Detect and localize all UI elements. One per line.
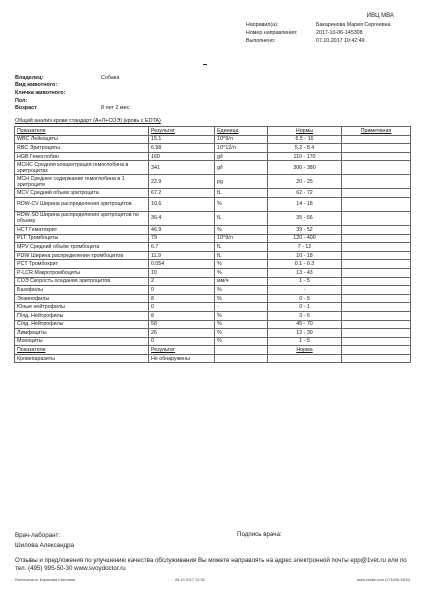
cell-norm: 13 - 43 [268,268,342,277]
print-date: 09.10.2017 12:38 [175,578,205,582]
cell-note [342,175,411,189]
cell-parameter: PCT Тромбокрит [15,260,149,269]
extra-header-row [15,346,411,355]
cell-result: 0 [149,337,215,346]
extra-header-notes [342,346,411,355]
software-credit: www.vetals.com (171006-1500) [356,578,410,582]
cell-norm: 300 - 380 [268,161,342,175]
cell-parameter: MPV Средний объём тромбоцита [15,243,149,252]
cell-note [342,329,411,338]
signature-label: Подпись врача: [237,531,282,538]
referrer-label: Направил(а): [246,22,279,28]
referral-number-row [246,30,394,36]
cell-note [342,337,411,346]
cell-norm: 6.5 - 16 [268,135,342,144]
lab-doctor [15,531,74,550]
cell-unit: % [215,329,268,338]
table-row [15,152,411,161]
cell-note [342,277,411,286]
results-body [15,135,411,346]
cell-note [342,260,411,269]
cell-unit: fL [215,189,268,198]
cell-parameter: RDW-CV Ширина распределения эритроцитов [15,197,149,211]
column-header-result: Результат [149,127,215,136]
cell-note [342,354,411,363]
cell-norm: 62 - 72 [268,189,342,198]
completed-label: Выполнено: [246,38,276,44]
pet-name-row [15,89,129,97]
extra-header-unit [215,346,268,355]
species-row [15,82,129,90]
cell-norm: 120 - 400 [268,234,342,243]
cell-note [342,234,411,243]
table-row [15,260,411,269]
table-row [15,268,411,277]
table-row [15,144,411,153]
results-header-row [15,127,411,136]
cell-parameter: С/яд. Нейтрофилы [15,320,149,329]
cell-unit: % [215,260,268,269]
cell-parameter: HCT Гематокрит [15,225,149,234]
cell-note [342,268,411,277]
cell-norm: 35 - 56 [268,211,342,225]
cell-parameter: MCHC Средняя концентрация гемоглобина в эритроцитах [15,161,149,175]
feedback-text: Отзывы и предложения по улучшению качества обслуживания Вы можете направлять на адрес электронной почты epp@1vet.ru или по тел. (495) 995-50-30 www.svoydoctor.ru [15,557,407,573]
cell-unit: % [215,197,268,211]
cell-unit: % [215,337,268,346]
table-row [15,337,411,346]
cell-unit: fL [215,243,268,252]
cell-result: 15.1 [149,135,215,144]
table-row [15,303,411,312]
table-row [15,277,411,286]
cell-parameter: П/яд. Нейтрофилы [15,311,149,320]
cell-note [342,320,411,329]
separator-mark [203,64,207,65]
cell-parameter: MCV Средний объем эритроцита [15,189,149,198]
cell-norm: 3 - 6 [268,311,342,320]
cell-note [342,286,411,295]
cell-unit: % [215,294,268,303]
table-row [15,286,411,295]
cell-unit [215,354,268,363]
table-row [15,135,411,144]
cell-note [342,197,411,211]
cell-unit: - [215,303,268,312]
cell-result: 67.2 [149,189,215,198]
cell-note [342,135,411,144]
cell-result: 160 [149,152,215,161]
cell-result: 10.6 [149,197,215,211]
cell-note [342,161,411,175]
cell-norm: 45 - 70 [268,320,342,329]
cell-result: 6.7 [149,243,215,252]
cell-result: 46.9 [149,225,215,234]
cell-note [342,144,411,153]
cell-norm: 0.1 - 0.3 [268,260,342,269]
table-row [15,161,411,175]
printed-by: Распечатала: Бирюкова Светлана [15,578,76,582]
table-row [15,225,411,234]
cell-parameter: СОЭ Скорость оседания эритроцитов [15,277,149,286]
cell-note [342,225,411,234]
column-header-parameter: Показатели [15,127,149,136]
cell-result: 2 [149,277,215,286]
table-row [15,189,411,198]
table-row [15,175,411,189]
cell-norm: 12 - 30 [268,329,342,338]
cell-norm: 0 - 5 [268,294,342,303]
cell-unit: % [215,286,268,295]
cell-result: 0 [149,303,215,312]
cell-parameter: P-LCR Макротромбоциты [15,268,149,277]
column-header-unit: Единица [215,127,268,136]
cell-parameter: Моноциты [15,337,149,346]
age-label: Возраст [15,105,37,112]
cell-parameter: MCH Среднее содержание гемоглобина в 1 эритроците [15,175,149,189]
cell-norm: 110 - 170 [268,152,342,161]
pet-name-label: Кличка животного: [15,89,66,96]
cell-result: 36.4 [149,211,215,225]
cell-note [342,243,411,252]
cell-unit: 10^9/л [215,135,268,144]
table-row [15,320,411,329]
cell-unit: fL [215,251,268,260]
cell-norm: 0 - 1 [268,303,342,312]
age-row [15,104,129,112]
cell-norm: 39 - 52 [268,225,342,234]
cell-parameter: Лимфоциты [15,329,149,338]
cell-parameter: WBC Лейкоциты [15,135,149,144]
extra-header-parameter: Показатели [15,346,149,355]
cell-parameter: RDW-SD Ширина распределения эритроцитов по объему [15,211,149,225]
table-row [15,354,411,363]
owner-row [15,74,129,82]
table-row [15,197,411,211]
patient-info [15,74,129,112]
cell-norm: 7 - 12 [268,243,342,252]
column-header-norm: Нормы [268,127,342,136]
table-row [15,251,411,260]
cell-result: 8 [149,311,215,320]
cell-unit: % [215,320,268,329]
cell-result: Не обнаружены [149,354,215,363]
table-row [15,243,411,252]
cell-note [342,189,411,198]
referrer-row [246,22,394,28]
cell-result: 6.98 [149,144,215,153]
referrer-value: Бакаринова Мария Сергеевна [316,22,391,28]
sex-row [15,97,129,105]
referral-number-value: 2017-10-06-145308 [316,30,363,36]
cell-norm: 1 - 5 [268,337,342,346]
cell-result: 0.054 [149,260,215,269]
cell-norm: 5.2 - 8.4 [268,144,342,153]
cell-norm: 10 - 18 [268,251,342,260]
cell-unit: 10^12/л [215,144,268,153]
cell-result: 58 [149,320,215,329]
table-row [15,329,411,338]
cell-norm: 1 - 5 [268,277,342,286]
cell-result: 26 [149,329,215,338]
cell-result: 10 [149,268,215,277]
cell-note [342,152,411,161]
table-row [15,311,411,320]
referral-number-label: Номер направления: [246,30,298,36]
owner-value: Собака [101,74,120,81]
lab-doctor-label: Врач-лаборант: [15,532,61,539]
column-header-notes: Примечания [342,127,411,136]
cell-unit: % [215,268,268,277]
cell-unit: g/l [215,161,268,175]
table-row [15,234,411,243]
organization-name: ИВЦ МВА [366,13,394,19]
cell-unit: 10^9/л [215,234,268,243]
cell-parameter: RBC Эритроциты [15,144,149,153]
cell-result: 0 [149,286,215,295]
cell-unit: мм/ч [215,277,268,286]
cell-unit: % [215,311,268,320]
cell-parameter: Эозинофилы [15,294,149,303]
species-label: Вид животного: [15,82,58,89]
cell-note [342,311,411,320]
cell-result: 79 [149,234,215,243]
owner-label: Владелец: [15,74,44,81]
completed-value: 07.10.2017 10:42:49 [316,38,365,44]
cell-result: 8 [149,294,215,303]
lab-doctor-name: Шилова Александра [15,541,75,549]
sex-label: Пол: [15,97,28,104]
cell-norm: - [268,286,342,295]
cell-norm [268,354,342,363]
cell-result: 11.9 [149,251,215,260]
age-value: 8 лет 2 мес [101,105,130,112]
extra-results-body [15,346,411,363]
cell-norm: 20 - 25 [268,175,342,189]
cell-norm: 14 - 18 [268,197,342,211]
results-table [14,126,411,363]
cell-parameter: PDW Ширина распределения тромбоцитов [15,251,149,260]
cell-unit: pg [215,175,268,189]
cell-parameter: HGB Гемоглобин [15,152,149,161]
cell-note [342,211,411,225]
cell-parameter: Юные нейтрофилы [15,303,149,312]
extra-header-norm: Норма [268,346,342,355]
cell-note [342,303,411,312]
table-row [15,294,411,303]
cell-unit: % [215,225,268,234]
table-row [15,211,411,225]
cell-result: 22.9 [149,175,215,189]
completed-row [246,38,394,44]
cell-note [342,294,411,303]
cell-unit: g/l [215,152,268,161]
extra-header-result: Результат [149,346,215,355]
analysis-title: Общий анализ крови стандарт (А+Л+СОЭ) (кровь с EDTA) [15,118,161,124]
cell-note [342,251,411,260]
cell-result: 341 [149,161,215,175]
cell-parameter: Базофилы [15,286,149,295]
cell-unit: fL [215,211,268,225]
cell-parameter: Кровепаразиты [15,354,149,363]
cell-parameter: PLT Тромбоциты [15,234,149,243]
